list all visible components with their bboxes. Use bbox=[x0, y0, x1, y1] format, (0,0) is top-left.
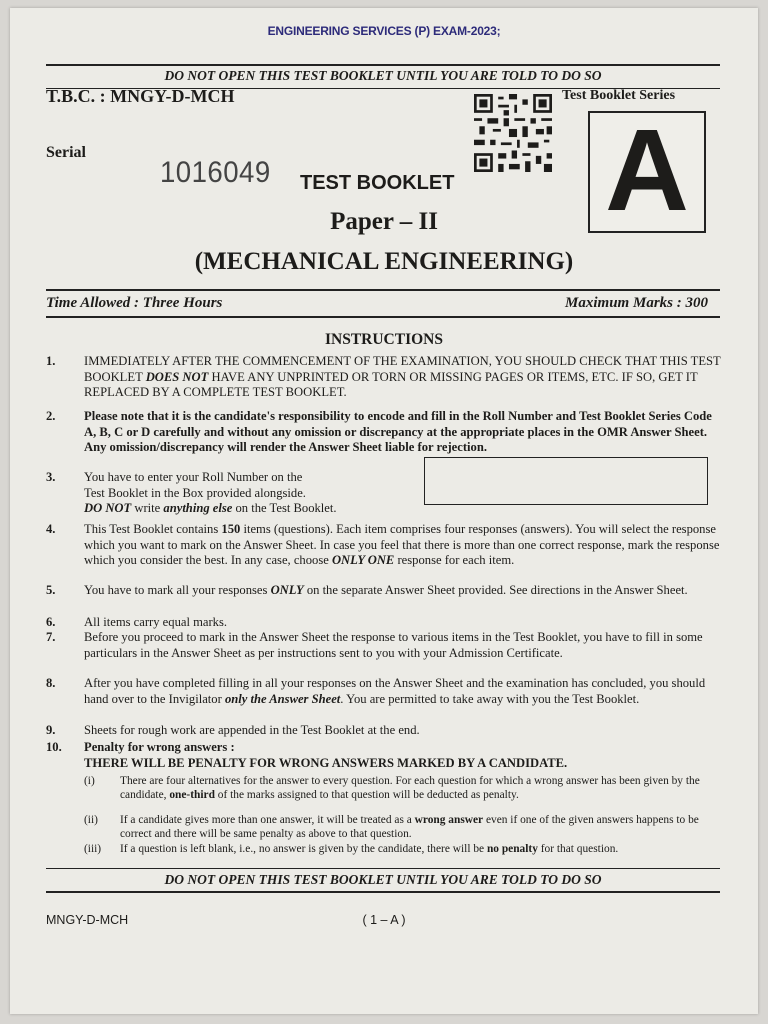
instruction-text-segment: . You are permitted to take away with you the Test Booklet. bbox=[340, 691, 640, 706]
maximum-marks: Maximum Marks : 300 bbox=[565, 295, 708, 311]
instruction-text-segment: ONLY ONE bbox=[331, 553, 395, 568]
instruction-text-segment: 150 bbox=[221, 522, 241, 536]
tbc-code: T.B.C. : MNGY-D-MCH bbox=[46, 86, 235, 106]
instruction-text-segment: ONLY bbox=[270, 583, 304, 597]
instruction-number: 3. bbox=[46, 470, 56, 484]
instruction-text-segment: even if one of the given answers happens to be correct and there will be same penalty as above to that question. bbox=[120, 814, 699, 840]
instruction-text-segment: on the Test Booklet. bbox=[232, 501, 337, 516]
qr-code bbox=[474, 94, 552, 172]
subject-title: (MECHANICAL ENGINEERING) bbox=[194, 248, 574, 275]
series-letter: A bbox=[605, 105, 689, 235]
instruction-number: 1. bbox=[46, 354, 56, 368]
instruction-number: 7. bbox=[46, 630, 56, 644]
instruction-text-segment: response for each item. bbox=[394, 553, 515, 568]
instruction-text-segment: one-third bbox=[169, 788, 215, 801]
instruction-text-segment: Please note that it is the candidate's responsibility to encode and fill in the Roll Number and Test Booklet Series Code A, B, C or D carefully and without any omission or discrepancy at the appropriate places in the OMR Answer Sheet. Any omission/discrepancy will render the Answer Sheet liable for rejection. bbox=[84, 409, 712, 455]
instruction-number: 10. bbox=[46, 740, 62, 754]
instruction-text-segment: If a candidate gives more than one answer, it will be treated as a bbox=[120, 814, 415, 826]
penalty-number: (i) bbox=[84, 775, 95, 787]
instruction-item bbox=[46, 583, 722, 599]
page-number: ( 1 – A ) bbox=[362, 913, 406, 927]
instruction-item bbox=[46, 470, 722, 517]
instruction-text-segment: Before you proceed to mark in the Answer Sheet the response to various items in the Test Booklet, you have to fill in some particulars in the Answer Sheet as per instructions sent to you with your Admission Certificate. bbox=[84, 630, 703, 660]
instruction-number: 8. bbox=[46, 676, 56, 690]
penalty-number: (iii) bbox=[84, 843, 102, 855]
serial-label: Serial bbox=[46, 144, 86, 161]
instruction-text-segment: anything else bbox=[163, 501, 233, 516]
penalty-text bbox=[120, 843, 710, 857]
instruction-number: 5. bbox=[46, 583, 56, 597]
penalty-item bbox=[84, 843, 710, 857]
instruction-text-segment: wrong answer bbox=[414, 814, 484, 826]
instruction-number: 9. bbox=[46, 723, 56, 737]
instruction-text-segment: Penalty for wrong answers : bbox=[84, 740, 235, 754]
top-banner: DO NOT OPEN THIS TEST BOOKLET UNTIL YOU ARE TOLD TO DO SO bbox=[164, 68, 602, 83]
instruction-text-segment: This Test Booklet contains bbox=[84, 522, 222, 536]
instruction-item bbox=[46, 354, 722, 401]
instruction-text-segment: HAVE ANY UNPRINTED OR TORN OR MISSING PAGES OR ITEMS, ETC. IF SO, GET IT REPLACED BY A COMPLETE TEST BOOKLET. bbox=[84, 369, 698, 400]
instruction-number: 4. bbox=[46, 522, 56, 536]
instruction-item bbox=[46, 676, 722, 707]
instruction-text-segment: write bbox=[131, 501, 164, 516]
penalty-text bbox=[120, 814, 710, 841]
instruction-text-segment: IMMEDIATELY AFTER THE COMMENCEMENT OF THE EXAMINATION, YOU SHOULD CHECK THAT THIS TEST BOOKLET bbox=[84, 354, 721, 384]
instruction-item bbox=[46, 522, 722, 569]
paper-title: Paper – II bbox=[330, 208, 438, 235]
instruction-item bbox=[46, 740, 722, 771]
time-allowed: Time Allowed : Three Hours bbox=[46, 295, 223, 311]
instruction-text bbox=[84, 583, 722, 599]
instruction-text-segment: for that question. bbox=[537, 843, 619, 855]
instruction-text-segment: You have to mark all your responses bbox=[84, 583, 271, 597]
instruction-text-segment: no penalty bbox=[486, 843, 538, 855]
instruction-text-segment: Sheets for rough work are appended in the Test Booklet at the end. bbox=[84, 723, 420, 737]
series-label: Test Booklet Series bbox=[562, 88, 676, 103]
penalty-item bbox=[84, 814, 710, 841]
instruction-text-segment: THERE WILL BE PENALTY FOR WRONG ANSWERS MARKED BY A CANDIDATE. bbox=[84, 755, 568, 770]
instruction-text-segment: only the Answer Sheet bbox=[224, 691, 341, 706]
instruction-text bbox=[84, 676, 722, 707]
instruction-text bbox=[84, 409, 722, 456]
instruction-text bbox=[84, 354, 722, 401]
instruction-text bbox=[84, 522, 722, 569]
instruction-text-segment: on the separate Answer Sheet provided. See directions in the Answer Sheet. bbox=[303, 583, 688, 597]
instruction-number: 2. bbox=[46, 409, 56, 423]
instruction-item bbox=[46, 615, 722, 631]
instruction-text-segment: of the marks assigned to that question will be deducted as penalty. bbox=[214, 788, 519, 801]
instruction-text bbox=[84, 470, 414, 517]
instruction-text bbox=[84, 615, 722, 631]
instruction-text-segment: You have to enter your Roll Number on the bbox=[84, 470, 303, 484]
instruction-text-segment: If a question is left blank, i.e., no answer is given by the candidate, there will be bbox=[120, 843, 487, 855]
time-rule-bottom bbox=[46, 316, 720, 318]
instruction-text-segment: items (questions). Each item comprises four responses (answers). You will select the response which you want to mark on the Answer Sheet. In case you feel that there is more than one correct response, mark the response which you consider the best. In any case, choose bbox=[84, 522, 720, 568]
instruction-text bbox=[84, 630, 722, 661]
bottom-banner: DO NOT OPEN THIS TEST BOOKLET UNTIL YOU ARE TOLD TO DO SO bbox=[164, 872, 602, 887]
instruction-number: 6. bbox=[46, 615, 56, 629]
penalty-number: (ii) bbox=[84, 814, 98, 826]
bottom-rule bbox=[46, 891, 720, 893]
instruction-text-segment: After you have completed filling in all your responses on the Answer Sheet and the examination has concluded, you should hand over to the Invigilator bbox=[84, 676, 706, 706]
instruction-text bbox=[84, 723, 722, 739]
exam-stamp: ENGINEERING SERVICES (P) EXAM-2023; bbox=[267, 24, 501, 38]
instruction-item bbox=[46, 409, 722, 456]
penalty-item bbox=[84, 775, 710, 802]
test-booklet-cover bbox=[10, 8, 758, 1014]
penalty-text bbox=[120, 775, 710, 802]
instruction-text-segment: Test Booklet in the Box provided alongside. bbox=[84, 485, 306, 500]
instructions-title: INSTRUCTIONS bbox=[324, 331, 443, 348]
top-rule bbox=[46, 64, 720, 66]
booklet-title: TEST BOOKLET bbox=[300, 172, 455, 194]
instruction-text bbox=[84, 740, 722, 771]
instruction-item bbox=[46, 723, 722, 739]
instruction-item bbox=[46, 630, 722, 661]
instruction-text-segment: All items carry equal marks. bbox=[84, 615, 228, 629]
footer-code: MNGY-D-MCH bbox=[46, 913, 129, 927]
instruction-text-segment: There are four alternatives for the answer to every question. For each question for which a wrong answer has been given by the candidate, bbox=[120, 775, 700, 801]
time-rule-top bbox=[46, 289, 720, 291]
instruction-text-segment: DO NOT bbox=[84, 501, 132, 516]
bottom-banner-rule bbox=[46, 868, 720, 869]
serial-number: 1016049 bbox=[160, 156, 271, 189]
instruction-text-segment: DOES NOT bbox=[145, 369, 209, 384]
